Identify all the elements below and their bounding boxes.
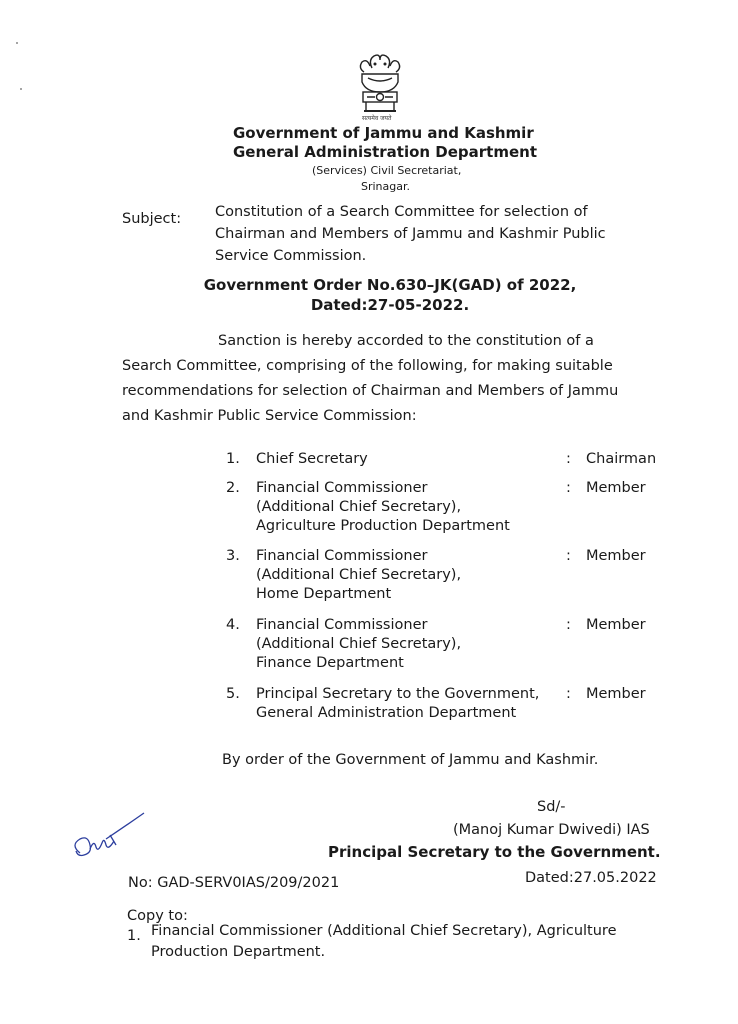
item-line: Agriculture Production Department: [256, 518, 510, 534]
office-line: (Services) Civil Secretariat,: [312, 164, 462, 177]
subject-label: Subject:: [122, 211, 182, 227]
department-title: General Administration Department: [233, 143, 537, 161]
item-role: Member: [586, 548, 646, 564]
item-number: 3.: [226, 548, 240, 564]
item-line: (Additional Chief Secretary),: [256, 567, 462, 583]
intro-line: Sanction is hereby accorded to the constitution of a: [218, 333, 594, 349]
item-colon: :: [566, 548, 571, 564]
intro-line: Search Committee, comprising of the following, for making suitable: [122, 358, 613, 374]
item-description: [256, 616, 461, 673]
item-role: Member: [586, 480, 646, 496]
copy-item-line: Financial Commissioner (Additional Chief Secretary), Agriculture: [151, 923, 617, 939]
item-number: 1.: [226, 451, 240, 467]
item-role: Member: [586, 617, 646, 633]
scan-speck: [20, 88, 22, 90]
order-number: Government Order No.630–JK(GAD) of 2022,: [203, 276, 577, 294]
copy-item-number: 1.: [127, 928, 141, 944]
subject-line: Chairman and Members of Jammu and Kashmir Public: [215, 226, 606, 242]
reference-number: No: GAD-SERV0IAS/209/2021: [128, 875, 340, 891]
closing-line: By order of the Government of Jammu and Kashmir.: [222, 752, 599, 768]
item-colon: :: [566, 451, 571, 467]
item-line: General Administration Department: [256, 705, 517, 721]
scan-speck: [16, 42, 18, 44]
signatory-name: (Manoj Kumar Dwivedi) IAS: [453, 822, 650, 838]
intro-line: and Kashmir Public Service Commission:: [122, 408, 417, 424]
item-line: Principal Secretary to the Government,: [256, 686, 540, 702]
item-number: 4.: [226, 617, 240, 633]
emblem-motto: सत्यमेव जयते: [362, 115, 392, 122]
sd-mark: Sd/-: [537, 799, 566, 815]
item-line: Home Department: [256, 586, 392, 602]
item-colon: :: [566, 480, 571, 496]
item-role: Member: [586, 686, 646, 702]
item-line: Chief Secretary: [256, 451, 368, 467]
intro-line: recommendations for selection of Chairman and Members of Jammu: [122, 383, 619, 399]
copy-to-label: Copy to:: [127, 908, 188, 924]
item-description: [256, 685, 539, 723]
government-title: Government of Jammu and Kashmir: [233, 124, 534, 142]
item-colon: :: [566, 686, 571, 702]
item-line: Financial Commissioner: [256, 617, 428, 633]
item-description: [256, 450, 368, 469]
item-description: [256, 547, 461, 604]
item-line: (Additional Chief Secretary),: [256, 499, 462, 515]
item-line: (Additional Chief Secretary),: [256, 636, 462, 652]
subject-text: [215, 201, 606, 267]
order-title: [190, 275, 590, 315]
item-line: Financial Commissioner: [256, 548, 428, 564]
handwritten-signature: [66, 805, 156, 865]
item-line: Finance Department: [256, 655, 404, 671]
item-number: 5.: [226, 686, 240, 702]
subject-line: Constitution of a Search Committee for selection of: [215, 204, 588, 220]
item-line: Financial Commissioner: [256, 480, 428, 496]
signatory-designation: Principal Secretary to the Government.: [328, 843, 661, 861]
order-date: Dated:27-05-2022.: [310, 296, 470, 314]
ashoka-emblem-icon: [350, 50, 410, 122]
item-colon: :: [566, 617, 571, 633]
reference-date: Dated:27.05.2022: [525, 870, 657, 886]
city-line: Srinagar.: [361, 180, 411, 193]
item-description: [256, 479, 510, 536]
copy-item-line: Production Department.: [151, 944, 326, 960]
item-number: 2.: [226, 480, 240, 496]
subject-line: Service Commission.: [215, 248, 367, 264]
item-role: Chairman: [586, 451, 657, 467]
